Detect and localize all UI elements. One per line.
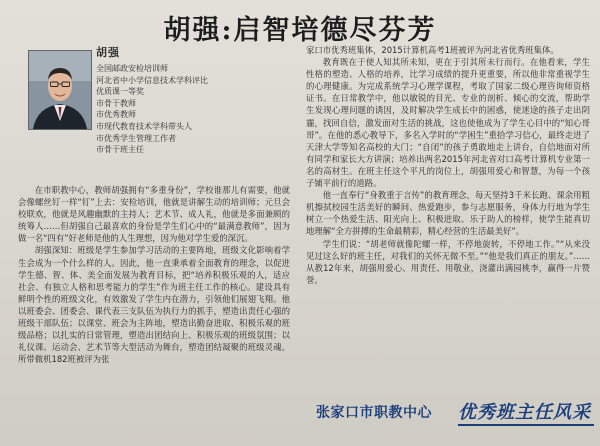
portrait-illustration	[29, 51, 91, 129]
profile-block	[96, 44, 281, 156]
profile-name: 胡强	[96, 46, 120, 59]
profile-title: 市优秀教师	[96, 110, 136, 120]
article-paragraph: 胡强深知：班级是学生参加学习活动的主要阵地，班级文化影响着学生会成为一个什么样的人。因此，他一直秉承着全面教育的理念，以促进学生德、智、体、美全面发展为教育目标，把“培养积极乐观的人，适应社会、有独立人格和思考能力的学生”作为班主任工作的核心。建设具有鲜明个性的班级文化，有效激发了学生内在潜力，引领他们展翅飞翔。他以班委会、团委会、课代表三支队伍为执行力的抓手，塑造出责任心强的班级干部队伍；以课堂、班会为主阵地，塑造出勤奋进取、积极乐观的班级品格；以扎实的日常管理，塑造出团结向上、积极乐观的班级氛围；以礼仪课、运动会、艺术节等大型活动为舞台，塑造团结凝聚的班级灵魂。所带微机182班被评为张	[18, 245, 290, 365]
article-paragraph: 教育既在于使人知其所未知，更在于引其所未行而行。在他看来，学生性格的塑造、人格的培养，比学习成绩的提升更重要，所以他非常重视学生的心理健康。为完成系统学习心理学课程，考取了国家二级心理咨询师资格证书。在日常教学中，他以敏锐的目光、专业的剖析、倾心的交流，帮助学生发现心理问题的诱因，及时解决学生成长中的困惑，使迷途的孩子走出阴霾，找回自信，激发面对生活的挑战，这也使他成为了学生心目中的“知心哥哥”。在他的悉心教导下，多名入学时的“学困生”重拾学习信心，最终走进了天津大学等知名高校的大门；“自闭”的孩子勇敢地走上讲台，自信地面对所有同学和家长大方讲演；培养出两名2015年河北省对口高考计算机专业第一名的高材生。在班主任这个平凡的岗位上，胡强用爱心和智慧，为每一个孩子铺平前行的道路。	[306, 57, 590, 189]
article-paragraph: 在市职教中心，教师胡强拥有“多重身份”，学校谁那儿有需要，他就会像螺丝钉一样“钉”上去：安检培训，他就是讲解生动的培训师；元旦会校联欢，他就是风趣幽默的主持人；艺术节、成人礼，他就是多面兼顾的统筹人……但胡强自己最喜欢的身份是学生们心中的“最满意教师”，因为做一名“四有”好老师是他的人生理想，因为他对学生爱的深沉。	[18, 185, 290, 244]
profile-title: 市现代教育技术学科带头人	[96, 121, 192, 131]
feature-title: 优秀班主任风采	[458, 402, 591, 423]
article-left-column	[18, 184, 290, 365]
article-title: 胡强:启智培德尽芬芳	[163, 15, 437, 46]
profile-title: 市优秀学生管理工作者	[96, 133, 176, 143]
portrait-photo	[28, 50, 92, 130]
profile-title: 市骨干班主任	[96, 145, 144, 155]
profile-title: 市骨干教师	[96, 98, 136, 108]
column-signature	[316, 400, 600, 436]
article-paragraph-continued: 家口市优秀班集体，2015计算机高考1班被评为河北省优秀班集体。	[306, 45, 559, 55]
article-paragraph: 学生们说：“胡老师就像陀螺一样，不停地旋转，不停地工作。”“从来没见过这么好的班主任，对我们的关怀无微不至。”“他是我们真正的朋友。”……从教12年来，胡强用爱心、用责任、用敬业，浇灌出满园桃李，赢得一片赞誉。	[306, 238, 590, 285]
profile-title: 全国邮政安检培训师	[96, 64, 168, 73]
profile-title: 优质课一等奖	[96, 87, 144, 97]
school-name: 张家口市职教中心	[316, 405, 432, 421]
article-paragraph: 他一直奉行“身教重于言传”的教育理念，每天坚持3千米长跑、课余用粗机擦拭校园生活美好的瞬间、热爱跑步，参与志愿服务，身体力行地为学生树立一个热爱生活、阳光向上、积极进取、乐于助人的榜样，使学生能真切地理解“全方拼搏的生命最精彩，精心经营的生活最美好”。	[306, 190, 590, 237]
feature-underline	[458, 424, 594, 426]
profile-title: 河北省中小学信息技术学科评比	[96, 75, 208, 85]
article-right-column	[306, 44, 590, 286]
